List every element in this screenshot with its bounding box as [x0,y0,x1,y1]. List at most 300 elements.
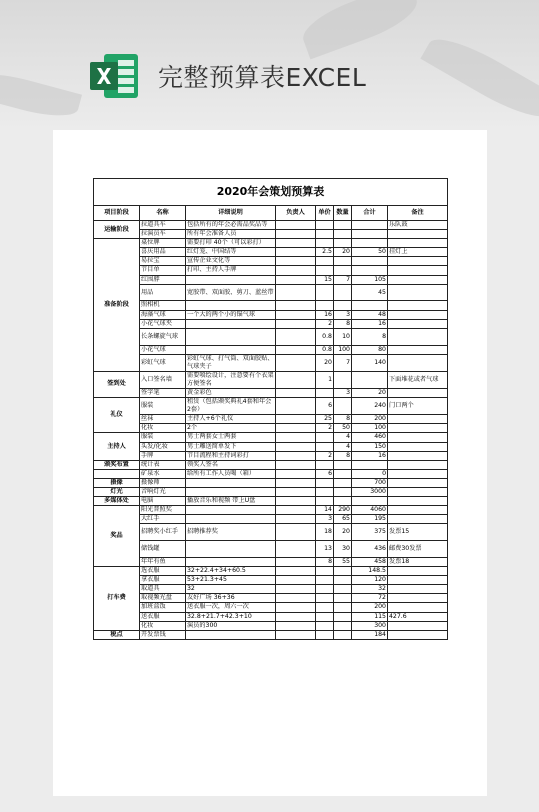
qty-cell: 4 [334,433,352,442]
price-cell [316,603,334,612]
qty-cell [334,371,352,388]
stage-cell: 灯光 [94,488,140,497]
person-cell [276,284,316,301]
name-cell: 选衣服 [140,567,186,576]
price-cell: 6 [316,398,334,415]
spreadsheet-paper [53,130,487,796]
name-cell: 音响灯光 [140,488,186,497]
column-header: 数量 [334,206,352,221]
qty-cell [334,469,352,478]
name-cell: 节目单 [140,266,186,275]
person-cell [276,266,316,275]
name-cell: 喜庆用品 [140,248,186,257]
person-cell [276,576,316,585]
total-cell: 16 [352,451,388,460]
note-cell [388,424,448,433]
person-cell [276,328,316,345]
name-cell: 统计表 [140,460,186,469]
qty-cell: 20 [334,248,352,257]
total-cell: 80 [352,345,388,354]
note-cell [388,275,448,284]
detail-cell [186,478,276,487]
stage-cell: 奖品 [94,506,140,567]
table-row [94,433,448,442]
name-cell: 丝袜 [140,415,186,424]
name-cell: 小花气球 [140,345,186,354]
price-cell: 13 [316,541,334,558]
name-cell: 易拉宝 [140,257,186,266]
name-cell: 用品 [140,284,186,301]
price-cell: 25 [316,415,334,424]
column-header: 单价 [316,206,334,221]
total-cell [352,239,388,248]
name-cell: 手牌 [140,451,186,460]
detail-cell: 红灯笼、中国结等 [186,248,276,257]
qty-cell: 3 [334,389,352,398]
note-cell: 下面堆花或者气球 [388,371,448,388]
price-cell [316,594,334,603]
price-cell: 15 [316,275,334,284]
detail-cell [186,541,276,558]
name-cell: 长条螺旋气球 [140,328,186,345]
person-cell [276,230,316,239]
total-cell: 120 [352,576,388,585]
price-cell: 16 [316,310,334,319]
total-cell [352,230,388,239]
qty-cell [334,594,352,603]
price-cell [316,621,334,630]
price-cell [316,576,334,585]
stage-cell: 税点 [94,630,140,639]
person-cell [276,497,316,506]
table-row [94,389,448,398]
detail-cell: 彩虹气球、打气筒、双面胶贴、气球夹子 [187,354,274,370]
name-cell: 阳光普照奖 [140,506,186,515]
name-cell: 摄像师 [140,478,186,487]
note-cell [388,266,448,275]
total-cell: 436 [352,541,388,558]
detail-cell: 送衣服一次，周六一次 [186,603,276,612]
person-cell [276,524,316,541]
note-cell [388,301,448,310]
price-cell [316,266,334,275]
name-cell: 签字笔 [140,389,186,398]
table-row [94,248,448,257]
total-cell: 200 [352,415,388,424]
name-cell: 开发票钱 [140,630,186,639]
name-cell: 桌位牌 [140,239,186,248]
qty-cell: 50 [334,424,352,433]
total-cell: 0 [352,469,388,478]
qty-cell [334,567,352,576]
detail-cell: 32 [186,585,276,594]
table-row [94,478,448,487]
qty-cell [334,230,352,239]
table-row [94,603,448,612]
total-cell [352,221,388,230]
person-cell [276,630,316,639]
detail-cell: 男士雕送简单发下 [186,442,276,451]
name-cell: 彩虹气球 [140,354,186,371]
total-cell: 200 [352,603,388,612]
price-cell [316,442,334,451]
table-row [94,319,448,328]
total-cell: 115 [352,612,388,621]
person-cell [276,424,316,433]
qty-cell: 30 [334,541,352,558]
table-row [94,451,448,460]
qty-cell [334,488,352,497]
note-cell [388,310,448,319]
table-row [94,239,448,248]
column-header: 备注 [388,206,448,221]
qty-cell [334,576,352,585]
person-cell [276,451,316,460]
name-cell: 取视频光盘 [140,594,186,603]
person-cell [276,594,316,603]
stage-cell: 运输阶段 [94,221,140,239]
column-header: 项目阶段 [94,206,140,221]
total-cell [352,257,388,266]
price-cell: 3 [316,515,334,524]
qty-cell: 7 [334,354,352,371]
name-cell: 服装 [140,433,186,442]
qty-cell [334,603,352,612]
table-row [94,576,448,585]
name-cell: 拿衣服 [140,576,186,585]
person-cell [276,415,316,424]
qty-cell [334,301,352,310]
detail-cell: 宽胶带、双面胶、剪刀、蓝丝带 [186,284,276,301]
detail-cell: 宣传企业文化等 [186,257,276,266]
note-cell [388,497,448,506]
qty-cell: 3 [334,310,352,319]
name-cell: 储钱罐 [140,541,186,558]
detail-cell: 租赁（包括颁奖典礼4套和年会2套） [186,398,276,415]
person-cell [276,478,316,487]
note-cell [388,585,448,594]
total-cell: 16 [352,319,388,328]
name-cell: 大红手 [140,515,186,524]
total-cell: 195 [352,515,388,524]
person-cell [276,354,316,371]
detail-cell: 领奖人签名 [186,460,276,469]
stage-cell: 打车费 [94,567,140,631]
person-cell [276,433,316,442]
table-row [94,415,448,424]
table-row [94,594,448,603]
price-cell: 1 [316,371,334,388]
price-cell [316,630,334,639]
name-cell: 电脑 [140,497,186,506]
total-cell: 184 [352,630,388,639]
name-cell: 照相机 [140,301,186,310]
person-cell [276,488,316,497]
name-cell: 取道具 [140,585,186,594]
table-row [94,621,448,630]
detail-cell [186,275,276,284]
price-cell: 0.8 [316,328,334,345]
name-cell: 拉演员车 [140,230,186,239]
page-header [88,44,366,108]
detail-cell: 友好广场 36+36 [186,594,276,603]
price-cell: 0.8 [316,345,334,354]
table-row [94,515,448,524]
price-cell [316,257,334,266]
detail-cell: 演员的300 [186,621,276,630]
note-cell: 427.6 [388,612,448,621]
table-row [94,345,448,354]
person-cell [276,345,316,354]
detail-cell: 所有年会准备人员 [186,230,276,239]
note-cell [388,515,448,524]
price-cell [316,567,334,576]
person-cell [276,221,316,230]
table-row [94,442,448,451]
price-cell [316,221,334,230]
price-cell [316,497,334,506]
price-cell [316,301,334,310]
person-cell [276,469,316,478]
note-cell: 门口两个 [388,398,448,415]
price-cell: 2.5 [316,248,334,257]
person-cell [276,257,316,266]
detail-cell: 53+21.3+45 [186,576,276,585]
price-cell [316,460,334,469]
qty-cell [334,266,352,275]
person-cell [276,319,316,328]
name-cell: 年年有鱼 [140,558,186,567]
name-cell: 送衣服 [140,612,186,621]
qty-cell: 8 [334,319,352,328]
excel-icon [88,50,140,102]
price-cell [316,230,334,239]
note-cell [388,230,448,239]
price-cell [316,488,334,497]
price-cell [316,478,334,487]
detail-cell [186,488,276,497]
stage-cell [94,469,140,478]
note-cell [388,354,448,371]
detail-cell: 给所有工作人员喝（箱） [186,469,276,478]
note-cell: 邮费30发票 [388,541,448,558]
note-cell: 发票18 [388,558,448,567]
name-cell: 服装 [140,398,186,415]
person-cell [276,558,316,567]
person-cell [276,239,316,248]
detail-cell: 招聘推荐奖 [186,524,276,541]
note-cell [388,576,448,585]
person-cell [276,248,316,257]
person-cell [276,301,316,310]
qty-cell: 55 [334,558,352,567]
table-row [94,266,448,275]
detail-cell [186,345,276,354]
person-cell [276,310,316,319]
table-row [94,221,448,230]
qty-cell [334,497,352,506]
price-cell: 18 [316,524,334,541]
detail-cell [186,328,276,345]
person-cell [276,389,316,398]
note-cell [388,328,448,345]
total-cell [352,460,388,469]
table-row [94,567,448,576]
qty-cell [334,284,352,301]
price-cell: 2 [316,424,334,433]
price-cell [316,612,334,621]
name-cell: 红围脖 [140,275,186,284]
qty-cell [334,221,352,230]
person-cell [276,275,316,284]
detail-cell: 32.8+21.7+42.3+10 [186,612,276,621]
detail-cell: 32+22.4+34+60.5 [186,567,276,576]
total-cell: 45 [352,284,388,301]
table-row [94,524,448,541]
price-cell [316,239,334,248]
note-cell [388,594,448,603]
detail-cell: 2个 [186,424,276,433]
note-cell [388,442,448,451]
detail-cell: 需要打印 40个（可以彩打） [186,239,276,248]
price-cell: 8 [316,558,334,567]
table-row [94,612,448,621]
note-cell [388,433,448,442]
note-cell [388,603,448,612]
detail-cell: 主持人+6个礼仪 [186,415,276,424]
qty-cell: 8 [334,415,352,424]
total-cell: 72 [352,594,388,603]
total-cell [352,301,388,310]
table-row [94,301,448,310]
total-cell [352,497,388,506]
table-row [94,488,448,497]
note-cell [388,460,448,469]
person-cell [276,585,316,594]
detail-cell: 节目流程和主持词彩打 [186,451,276,460]
sheet-title: 2020年会策划预算表 [94,179,448,206]
detail-cell [186,301,276,310]
total-cell: 32 [352,585,388,594]
price-cell: 2 [316,319,334,328]
price-cell: 20 [316,354,334,371]
detail-cell: 需要喷绘设计，注意要有个衣架方便签名 [187,371,274,387]
note-cell: 发票15 [388,524,448,541]
price-cell [316,433,334,442]
table-row [94,541,448,558]
price-cell [316,585,334,594]
column-header: 详细说明 [186,206,276,221]
column-header: 负责人 [276,206,316,221]
price-cell [316,284,334,301]
qty-cell [334,460,352,469]
name-cell: 头发/化妆 [140,442,186,451]
total-cell: 150 [352,442,388,451]
name-cell: 小花气球夹 [140,319,186,328]
stage-cell: 准备阶段 [94,239,140,372]
person-cell [276,603,316,612]
note-cell [388,469,448,478]
table-row [94,558,448,567]
detail-cell: 打印、主持人手牌 [186,266,276,275]
stage-cell: 多媒体处 [94,497,140,506]
person-cell [276,541,316,558]
note-cell [388,567,448,576]
note-cell [388,284,448,301]
qty-cell [334,630,352,639]
note-cell [388,621,448,630]
qty-cell [334,478,352,487]
note-cell [388,319,448,328]
qty-cell [334,398,352,415]
person-cell [276,371,316,388]
table-row [94,371,448,388]
total-cell [352,371,388,388]
price-cell: 6 [316,469,334,478]
table-row [94,310,448,319]
person-cell [276,506,316,515]
table-row [94,630,448,639]
qty-cell: 7 [334,275,352,284]
note-cell [388,239,448,248]
total-cell: 20 [352,389,388,398]
table-row [94,275,448,284]
table-row [94,257,448,266]
person-cell [276,398,316,415]
person-cell [276,621,316,630]
total-cell: 50 [352,248,388,257]
qty-cell: 10 [334,328,352,345]
table-row [94,460,448,469]
person-cell [276,515,316,524]
total-cell: 240 [352,398,388,415]
qty-cell [334,612,352,621]
qty-cell: 65 [334,515,352,524]
stage-cell: 颁奖布置 [94,460,140,469]
name-cell: 入口签名墙 [140,371,186,388]
total-cell: 4060 [352,506,388,515]
name-cell: 海藻气球 [140,310,186,319]
note-cell: 挂灯上 [388,248,448,257]
note-cell [388,415,448,424]
qty-cell [334,585,352,594]
note-cell [388,451,448,460]
table-row [94,506,448,515]
note-cell: 乐队鼓 [388,221,448,230]
column-header: 合计 [352,206,388,221]
table-row [94,354,448,371]
page-title: 完整预算表EXCEL [158,63,367,92]
total-cell: 700 [352,478,388,487]
budget-table [93,178,448,640]
qty-cell: 8 [334,451,352,460]
person-cell [276,567,316,576]
detail-cell [186,630,276,639]
table-row [94,585,448,594]
note-cell [388,630,448,639]
detail-cell: 包括所有的年会必需品奖品等 [186,221,276,230]
person-cell [276,612,316,621]
total-cell: 458 [352,558,388,567]
table-row [94,469,448,478]
detail-cell: 黄金彩色 [186,389,276,398]
detail-cell: 一个大的两个小的锚气球 [186,310,276,319]
table-row [94,328,448,345]
note-cell [388,345,448,354]
table-row [94,230,448,239]
qty-cell: 290 [334,506,352,515]
name-cell: 化妆 [140,424,186,433]
